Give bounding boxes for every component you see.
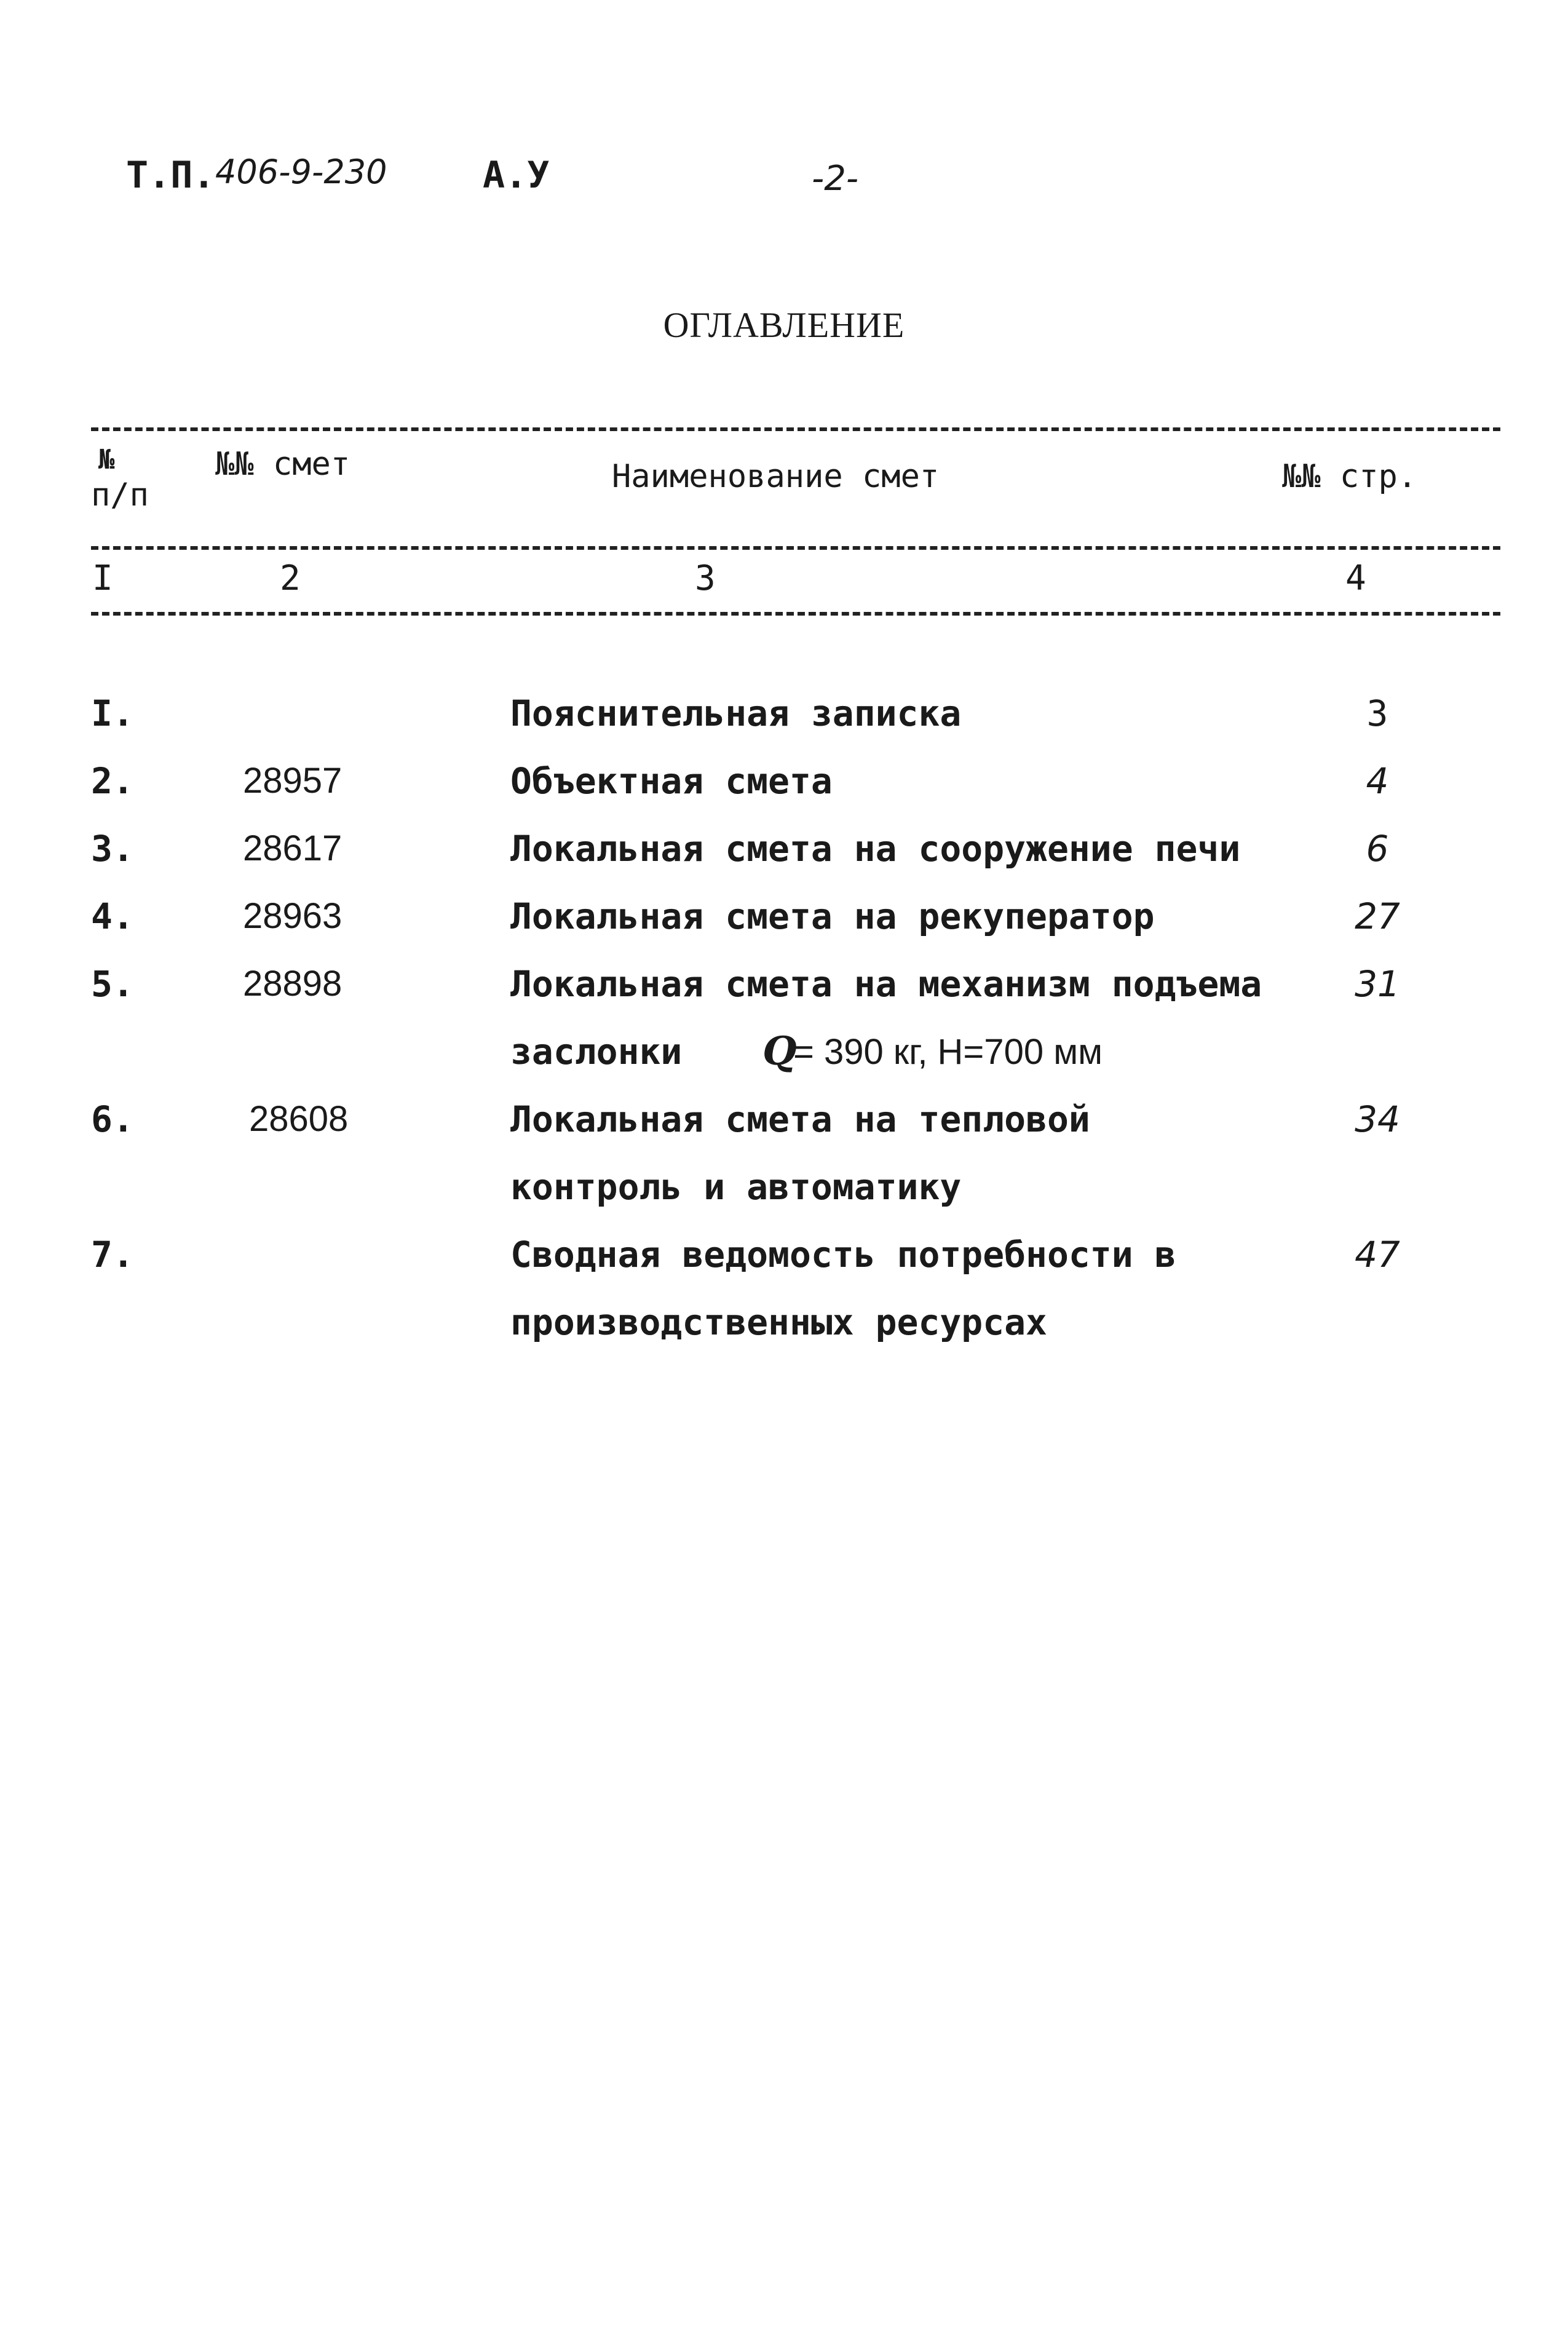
header-prefix: Т.П.: [126, 154, 215, 197]
header-num-line1: №: [98, 444, 115, 475]
row-name-parameters-text: = 390 кг, Н=700 мм: [793, 1032, 1103, 1072]
table-row: [0, 882, 1568, 950]
row-name: Локальная смета на механизм подъема: [510, 963, 1262, 1005]
row-page: 31: [1355, 963, 1400, 1005]
row-name-q-symbol: Q: [762, 1028, 797, 1074]
table-columns-rule: [91, 612, 1500, 616]
row-estimate-code: 28608: [249, 1099, 349, 1139]
header-code: 406-9-230: [215, 153, 387, 191]
row-estimate-code: 28898: [243, 964, 343, 1004]
row-page: 6: [1366, 828, 1389, 870]
header-section: А.У: [483, 154, 550, 197]
column-number-4: 4: [1345, 558, 1366, 598]
header-page-number: -2-: [812, 159, 859, 199]
table-row-continuation: [0, 1018, 1568, 1085]
row-number: 2.: [91, 760, 134, 802]
row-estimate-code: 28617: [243, 828, 343, 868]
row-name-parameters: [793, 1018, 1103, 1086]
column-number-3: 3: [695, 558, 716, 598]
header-estimate: №№ смет: [215, 446, 350, 483]
table-row: [0, 950, 1568, 1018]
row-page: 3: [1366, 692, 1388, 734]
row-name: Пояснительная записка: [510, 692, 962, 734]
row-number: 7.: [91, 1234, 134, 1275]
row-name-line2: производственных ресурсах: [510, 1301, 1047, 1343]
page-title: ОГЛАВЛЕНИЕ: [663, 305, 905, 345]
row-number: 3.: [91, 828, 134, 870]
column-number-1: I: [92, 558, 113, 598]
table-header-rule: [91, 546, 1500, 550]
table-top-rule: [91, 427, 1500, 431]
row-page: 34: [1355, 1098, 1400, 1140]
table-row-continuation: [0, 1288, 1568, 1356]
row-number: 5.: [91, 963, 134, 1005]
row-page: 47: [1355, 1234, 1400, 1275]
row-estimate-code: 28957: [243, 761, 343, 801]
table-row: [0, 1221, 1568, 1288]
row-number: I.: [91, 692, 134, 734]
row-page: 4: [1366, 760, 1389, 802]
row-name-line2: контроль и автоматику: [510, 1166, 962, 1208]
column-number-2: 2: [280, 558, 301, 598]
table-row: [0, 680, 1568, 747]
header-num-line2: п/п: [91, 477, 149, 514]
row-name: Объектная смета: [510, 760, 833, 802]
table-row-continuation: [0, 1153, 1568, 1221]
header-name: Наименование смет: [612, 458, 940, 495]
row-page: 27: [1355, 895, 1400, 937]
row-number: 4.: [91, 895, 134, 937]
table-row: [0, 815, 1568, 882]
row-number: 6.: [91, 1098, 134, 1140]
row-name: Сводная ведомость потребности в: [510, 1234, 1176, 1275]
row-name-word: заслонки: [510, 1031, 683, 1073]
row-name: Локальная смета на сооружение печи: [510, 828, 1241, 870]
header-page: №№ стр.: [1282, 458, 1417, 495]
row-estimate-code: 28963: [243, 896, 343, 936]
table-row: [0, 747, 1568, 815]
row-name: Локальная смета на тепловой: [510, 1098, 1090, 1140]
table-row: [0, 1085, 1568, 1153]
row-name: Локальная смета на рекуператор: [510, 895, 1155, 937]
